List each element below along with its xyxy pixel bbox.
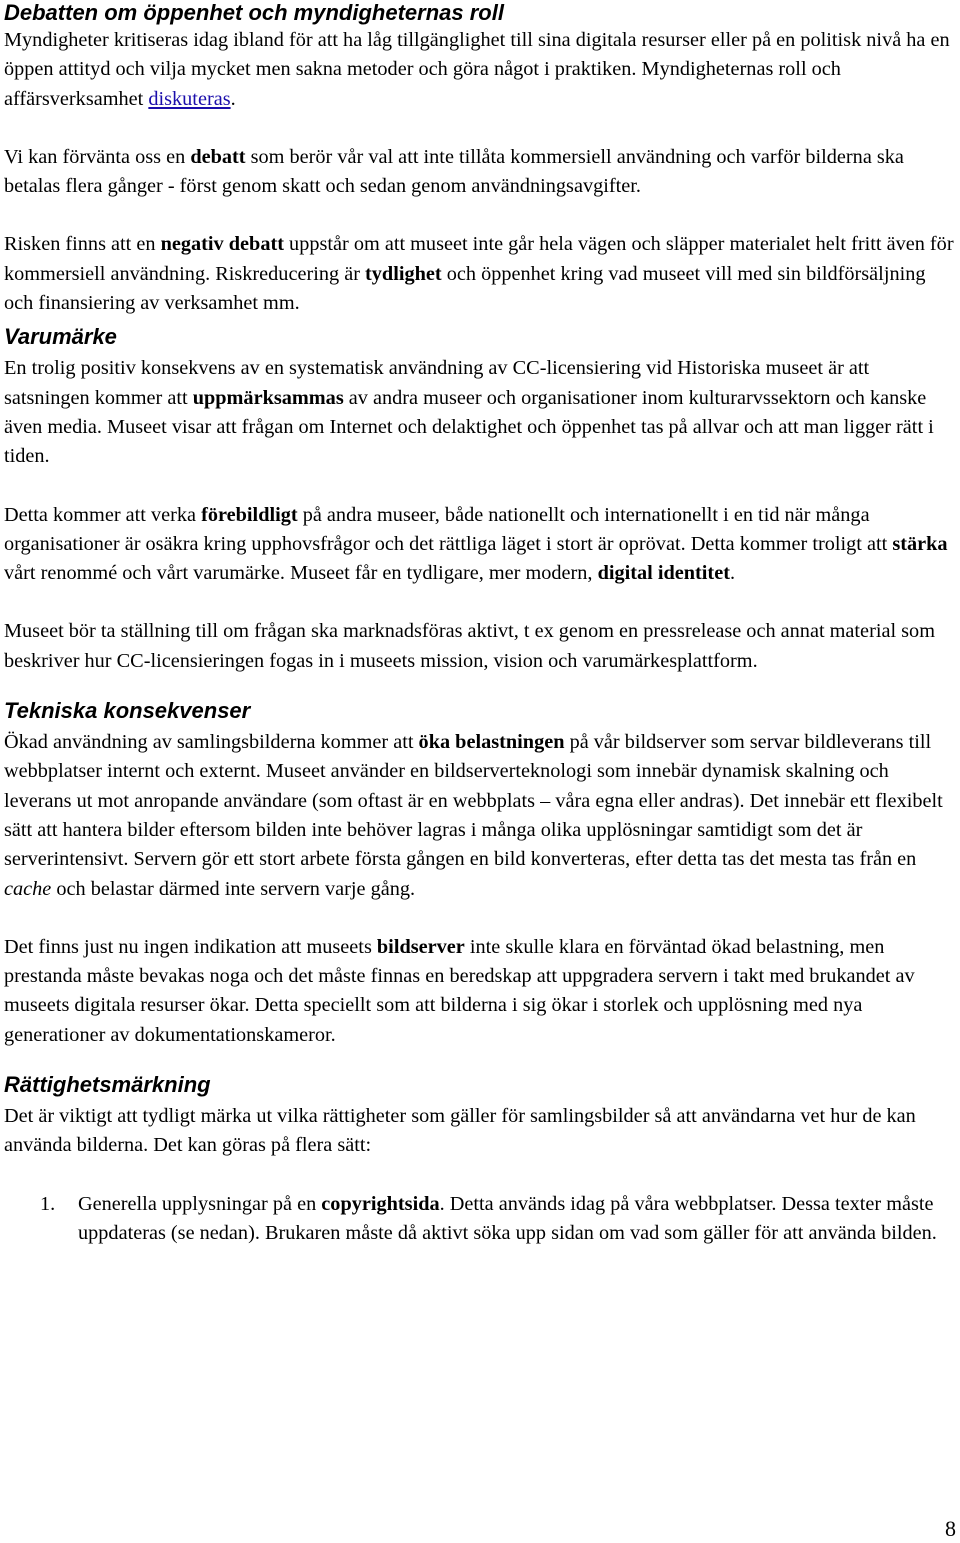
bold-text: förebildligt bbox=[201, 503, 298, 526]
text: Generella upplysningar på en bbox=[78, 1192, 322, 1215]
paragraph-debatten-2 bbox=[4, 143, 954, 202]
bold-text: debatt bbox=[190, 145, 246, 168]
paragraph-varumarke-3: Museet bör ta ställning till om frågan ska marknadsföras aktivt, t ex genom en pressrelease och annat material som beskriver hur CC-licensieringen fogas in i museets mission, vision och varumärkesplattform. bbox=[4, 620, 935, 672]
paragraph-varumarke-1 bbox=[4, 354, 954, 471]
text: inte skulle klara en förväntad ökad belastning, men prestanda måste bevakas noga och det måste finnas en beredskap att uppgradera servern i takt med brukandet av museets digitala resurser ökar. Detta speciellt som att bilderna i sig ökar i storlek och upplösning med nya generationer av dokumentationskameror. bbox=[4, 935, 915, 1046]
text: Ökad användning av samlingsbilderna kommer att bbox=[4, 731, 419, 754]
text: uppstår om att museet inte går hela vägen och släpper materialet helt fritt även för kommersiell användning. Riskreducering är bbox=[4, 233, 954, 285]
paragraph-varumarke-2 bbox=[4, 501, 954, 589]
page-number: 8 bbox=[945, 1516, 956, 1541]
heading-tekniska: Tekniska konsekvenser bbox=[4, 698, 251, 724]
text: . Detta används idag på våra webbplatser. Dessa texter måste uppdateras (se nedan). Brukaren måste då aktivt söka upp sidan om vad som gäller för att använda bilden. bbox=[78, 1192, 937, 1244]
text: Detta kommer att verka bbox=[4, 503, 202, 526]
bold-text: copyrightsida bbox=[321, 1192, 440, 1215]
list-number: 1. bbox=[40, 1192, 56, 1215]
italic-text: cache bbox=[4, 877, 52, 900]
numbered-list bbox=[4, 1190, 954, 1249]
heading-varumarke: Varumärke bbox=[4, 324, 117, 350]
heading-debatten: Debatten om öppenhet och myndigheternas roll bbox=[4, 0, 504, 25]
bold-text: digital identitet bbox=[597, 562, 730, 585]
text: Det finns just nu ingen indikation att museets bbox=[4, 935, 377, 958]
text: på vår bildserver som servar bildleverans till webbplatser internt och externt. Museet använder en bildserverteknologi som innebär dynamisk skalning och leverans ut mot anropande användare (som oftast är en webbplats – våra egna eller andras). Det innebär ett flexibelt sätt att hantera bilder eftersom bilden inte behöver lagras i många olika upplösningar samtidigt som det är serverintensivt. Servern gör ett stort arbete första gången en bild konverteras, efter detta tas det mesta tas från en bbox=[4, 731, 943, 871]
paragraph-tekniska-2 bbox=[4, 933, 954, 1050]
text: av andra museer och organisationer inom kulturarvssektorn och kanske även media. Museet visar att frågan om Internet och delaktighet och öppenhet tas på allvar och att man ligger rätt i tiden. bbox=[4, 386, 934, 468]
bold-text: öka belastningen bbox=[418, 731, 565, 754]
bold-text: stärka bbox=[892, 532, 948, 555]
text: och belastar därmed inte servern varje gång. bbox=[51, 877, 416, 900]
link-diskuteras[interactable]: diskuteras bbox=[148, 87, 231, 110]
text: Vi kan förvänta oss en bbox=[4, 145, 191, 168]
bold-text: uppmärksammas bbox=[192, 386, 344, 409]
text: och öppenhet kring vad museet vill med sin bildförsäljning och finansiering av verksamhet mm. bbox=[4, 262, 926, 315]
paragraph-tekniska-1 bbox=[4, 728, 954, 904]
bold-text: tydlighet bbox=[365, 262, 442, 285]
paragraph-rattighet-1: Det är viktigt att tydligt märka ut vilka rättigheter som gäller för samlingsbilder så att användarna vet hur de kan använda bilderna. Det kan göras på flera sätt: bbox=[4, 1105, 916, 1157]
text: vårt renommé och vårt varumärke. Museet får en tydligare, mer modern, bbox=[4, 562, 598, 585]
paragraph-debatten-3 bbox=[4, 230, 954, 318]
paragraph-debatten-1 bbox=[4, 26, 954, 114]
list-item bbox=[4, 1190, 954, 1249]
text: Myndigheter kritiseras idag ibland för att ha låg tillgänglighet till sina digitala resurser eller på en politisk nivå ha en öppen attityd och vilja mycket men sakna metoder och göra något i praktiken. Myndigheternas roll och affärsverksamhet bbox=[4, 29, 950, 110]
text: på andra museer, både nationellt och internationellt i en tid när många organisationer är osäkra kring upphovsfrågor och det rättliga läget i stort är oprövat. Detta kommer troligt att bbox=[4, 503, 893, 555]
heading-rattighetsmarkning: Rättighetsmärkning bbox=[4, 1072, 211, 1098]
bold-text: negativ debatt bbox=[160, 233, 284, 256]
text: Risken finns att en bbox=[4, 233, 161, 256]
bold-text: bildserver bbox=[376, 935, 465, 958]
text: . bbox=[729, 562, 736, 585]
text: som berör vår val att inte tillåta kommersiell användning och varför bilderna ska betalas flera gånger - först genom skatt och sedan genom användningsavgifter. bbox=[4, 145, 904, 198]
text: En trolig positiv konsekvens av en systematisk användning av CC-licensiering vid Historiska museet är att satsningen kommer att bbox=[4, 357, 870, 409]
text: . bbox=[230, 87, 236, 110]
